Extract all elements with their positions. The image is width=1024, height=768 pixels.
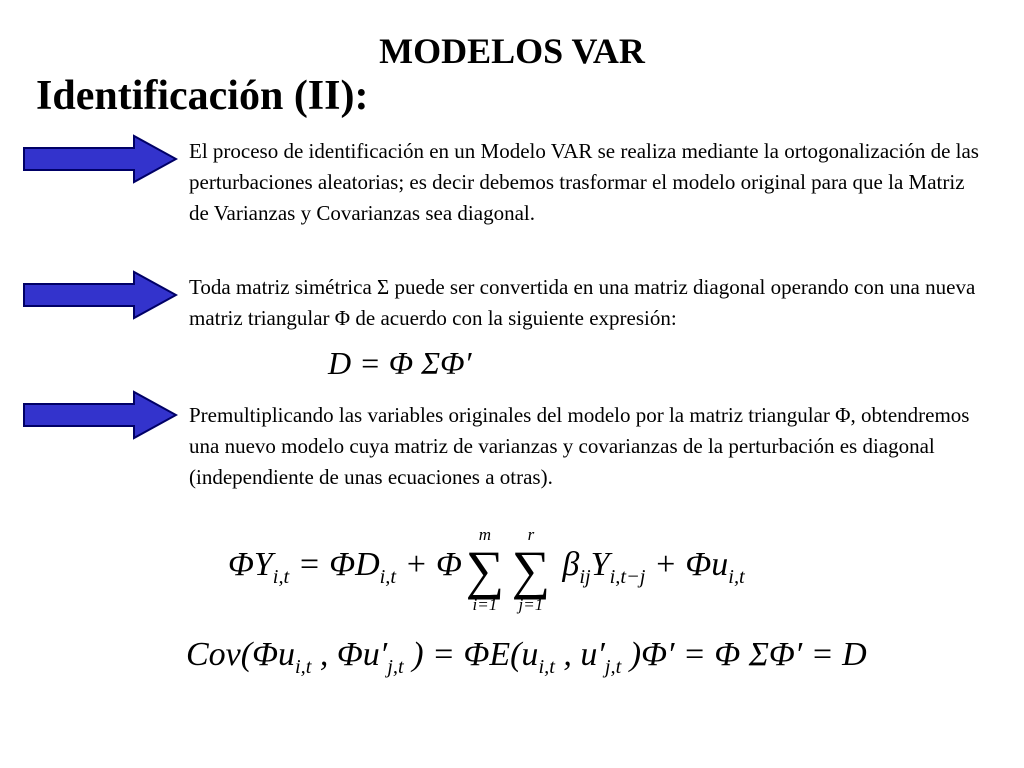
equation-diagonal: D = Φ ΣΦ′ — [328, 345, 472, 381]
eq-beta-sub: ij — [579, 565, 591, 588]
eq-plus1: + Φ — [396, 546, 462, 583]
summation-m — [462, 526, 508, 616]
sigma-symbol: ∑ — [511, 539, 551, 600]
equation-var-model — [228, 520, 745, 614]
eq-beta: β — [562, 546, 580, 583]
summation-r — [508, 526, 554, 616]
eq-y-sub: i,t−j — [609, 565, 646, 588]
cov-sub3: i,t — [538, 655, 555, 678]
sigma-symbol: ∑ — [465, 539, 505, 600]
eq-term1: ΦD — [329, 546, 380, 583]
eq-lhs-sub: i,t — [272, 565, 290, 588]
sum-upper-r: r — [527, 524, 535, 544]
eq-y: Y — [590, 546, 610, 583]
cov-part2: , Φu′ — [311, 636, 388, 673]
right-arrow-icon — [22, 270, 178, 320]
equation-covariance — [186, 636, 867, 679]
sum-lower-j: j=1 — [518, 594, 544, 614]
eq-u-sub: i,t — [728, 565, 745, 588]
paragraph-symmetric-matrix: Toda matriz simétrica Σ puede ser convertida en una matriz diagonal operando con una nueva matriz triangular Φ de acuerdo con la siguiente expresión: — [189, 275, 976, 330]
cov-part5: )Φ′ = Φ ΣΦ′ = D — [621, 636, 867, 673]
eq-term1-sub: i,t — [379, 565, 397, 588]
sum-upper-m: m — [478, 524, 492, 544]
cov-part4: , u′ — [554, 636, 605, 673]
slide-title: MODELOS VAR — [379, 31, 645, 71]
cov-part1: Cov(Φu — [186, 636, 295, 673]
cov-sub2: j,t — [387, 655, 404, 678]
paragraph-premultiplying: Premultiplicando las variables originales del modelo por la matriz triangular Φ, obtendremos una nuevo modelo cuya matriz de varianzas y covarianzas de la perturbación es diagonal (independiente de unas ecuaciones a otras). — [189, 403, 970, 489]
eq-lhs: ΦY — [228, 546, 273, 583]
eq-plus2: + Φu — [645, 546, 729, 583]
slide-subtitle: Identificación (II): — [36, 73, 369, 119]
cov-sub1: i,t — [294, 655, 312, 678]
cov-part3: ) = ΦE(u — [403, 636, 539, 673]
paragraph-identification: El proceso de identificación en un Modelo VAR se realiza mediante la ortogonalización de las perturbaciones aleatorias; es decir debemos trasformar el modelo original para que la Matriz de Varianzas y Covarianzas sea diagonal. — [189, 139, 979, 225]
eq-equals: = — [289, 546, 330, 583]
right-arrow-icon — [22, 390, 178, 440]
sum-lower-i: i=1 — [472, 594, 498, 614]
cov-sub4: j,t — [604, 655, 622, 678]
right-arrow-icon — [22, 134, 178, 184]
